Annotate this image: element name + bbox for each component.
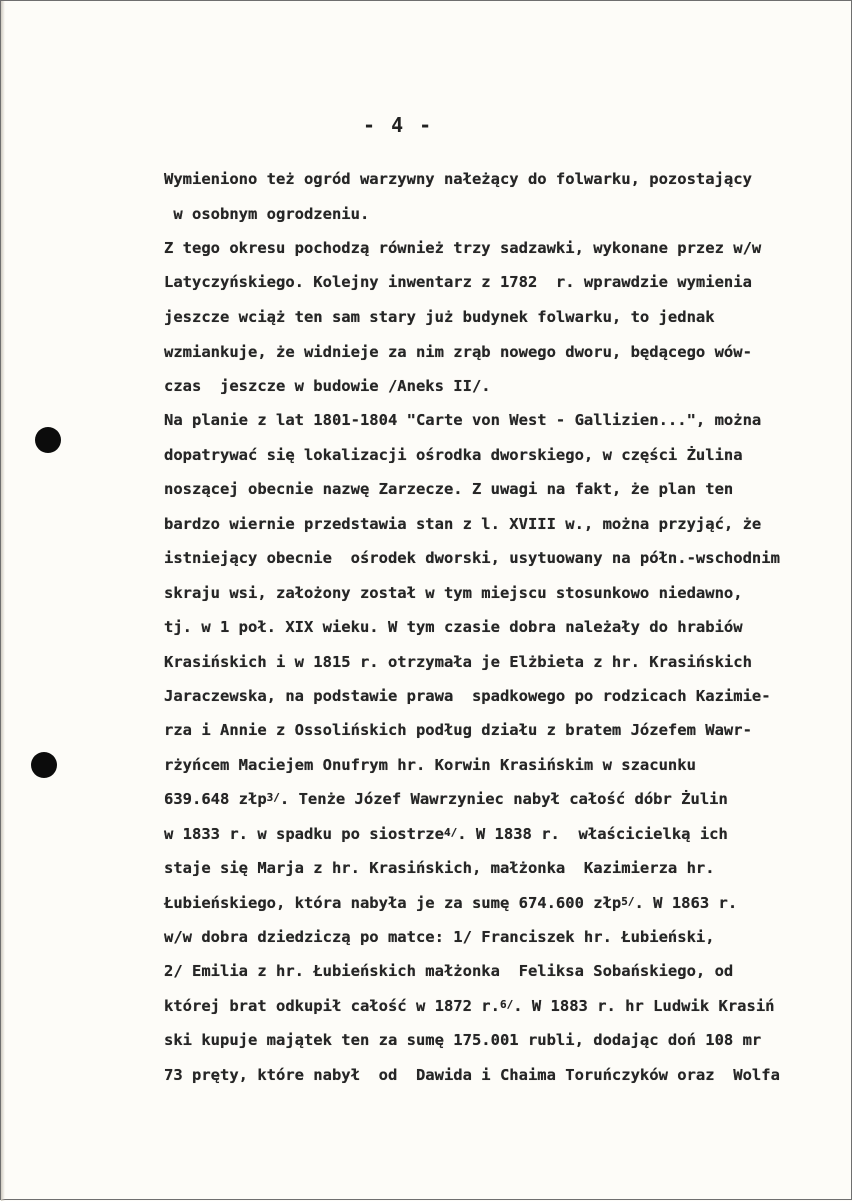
text-line: Jaraczewska, na podstawie prawa spadkowego po rodzicach Kazimie-: [164, 687, 771, 705]
text-fragment: . W 1883 r. hr Ludwik Krasiń: [513, 997, 775, 1015]
text-line-with-footnote: [164, 996, 775, 1018]
footnote-marker: 6/: [499, 998, 514, 1011]
text-line: czas jeszcze w budowie /Aneks II/.: [164, 377, 491, 395]
text-line: Wymieniono też ogród warzywny nałeżący do folwarku, pozostający: [164, 170, 752, 188]
text-line: skraju wsi, założony został w tym miejscu stosunkowo niedawno,: [164, 584, 743, 602]
text-fragment: 639.648 złp: [164, 790, 267, 808]
text-line: rżyńcem Maciejem Onufrym hr. Korwin Krasińskim w szacunku: [164, 756, 696, 774]
text-fragment: . W 1863 r.: [634, 894, 738, 912]
footnote-marker: 3/: [266, 791, 280, 804]
body-text: [1, 1, 852, 1201]
footnote-marker: 5/: [621, 895, 635, 908]
text-line: ski kupuje majątek ten za sumę 175.001 rubli, dodając doń 108 mr: [164, 1031, 762, 1049]
page-number: - 4 -: [363, 113, 434, 137]
text-fragment: Łubieńskiego, która nabyła je za sumę 674.600 złp: [164, 894, 622, 912]
text-line: 73 pręty, które nabył od Dawida i Chaima Toruńczyków oraz Wolfa: [164, 1066, 780, 1084]
text-fragment: w 1833 r. w spadku po siostrze: [164, 825, 444, 843]
footnote-marker: 4/: [443, 826, 458, 839]
text-line: w osobnym ogrodzeniu.: [164, 205, 370, 223]
text-line: staje się Marja z hr. Krasińskich, małżonka Kazimierza hr.: [164, 859, 715, 877]
text-line: noszącej obecnie nazwę Zarzecze. Z uwagi na fakt, że plan ten: [164, 480, 734, 498]
text-line: jeszcze wciąż ten sam stary już budynek folwarku, to jednak: [164, 308, 715, 326]
text-line: Na planie z lat 1801-1804 "Carte von West - Gallizien...", można: [164, 411, 762, 429]
text-line: 2/ Emilia z hr. Łubieńskich małżonka Feliksa Sobańskiego, od: [164, 962, 734, 980]
text-fragment: . W 1838 r. właścicielką ich: [457, 825, 728, 843]
text-line: istniejący obecnie ośrodek dworski, usytuowany na półn.-wschodnim: [164, 549, 780, 567]
text-line: Krasińskich i w 1815 r. otrzymała je Elżbieta z hr. Krasińskich: [164, 653, 752, 671]
text-line-with-footnote: [164, 789, 728, 811]
text-fragment: . Tenże Józef Wawrzyniec nabył całość dóbr Żulin: [279, 790, 728, 808]
text-line-with-footnote: [164, 824, 728, 846]
text-line: bardzo wiernie przedstawia stan z l. XVIII w., można przyjąć, że: [164, 515, 762, 533]
text-line: rza i Annie z Ossolińskich podług działu z bratem Józefem Wawr-: [164, 721, 752, 739]
text-line: wzmiankuje, że widnieje za nim zrąb nowego dworu, będącego wów-: [164, 343, 752, 361]
text-line: dopatrywać się lokalizacji ośrodka dworskiego, w części Żulina: [164, 446, 743, 464]
text-line: w/w dobra dziedziczą po matce: 1/ Franciszek hr. Łubieński,: [164, 928, 715, 946]
text-fragment: której brat odkupił całość w 1872 r.: [164, 997, 500, 1015]
text-line: Latyczyńskiego. Kolejny inwentarz z 1782 r. wprawdzie wymienia: [164, 273, 752, 291]
text-line: tj. w 1 poł. XIX wieku. W tym czasie dobra należały do hrabiów: [164, 618, 743, 636]
text-line-with-footnote: [164, 893, 737, 915]
text-line: Z tego okresu pochodzą również trzy sadzawki, wykonane przez w/w: [164, 239, 762, 257]
